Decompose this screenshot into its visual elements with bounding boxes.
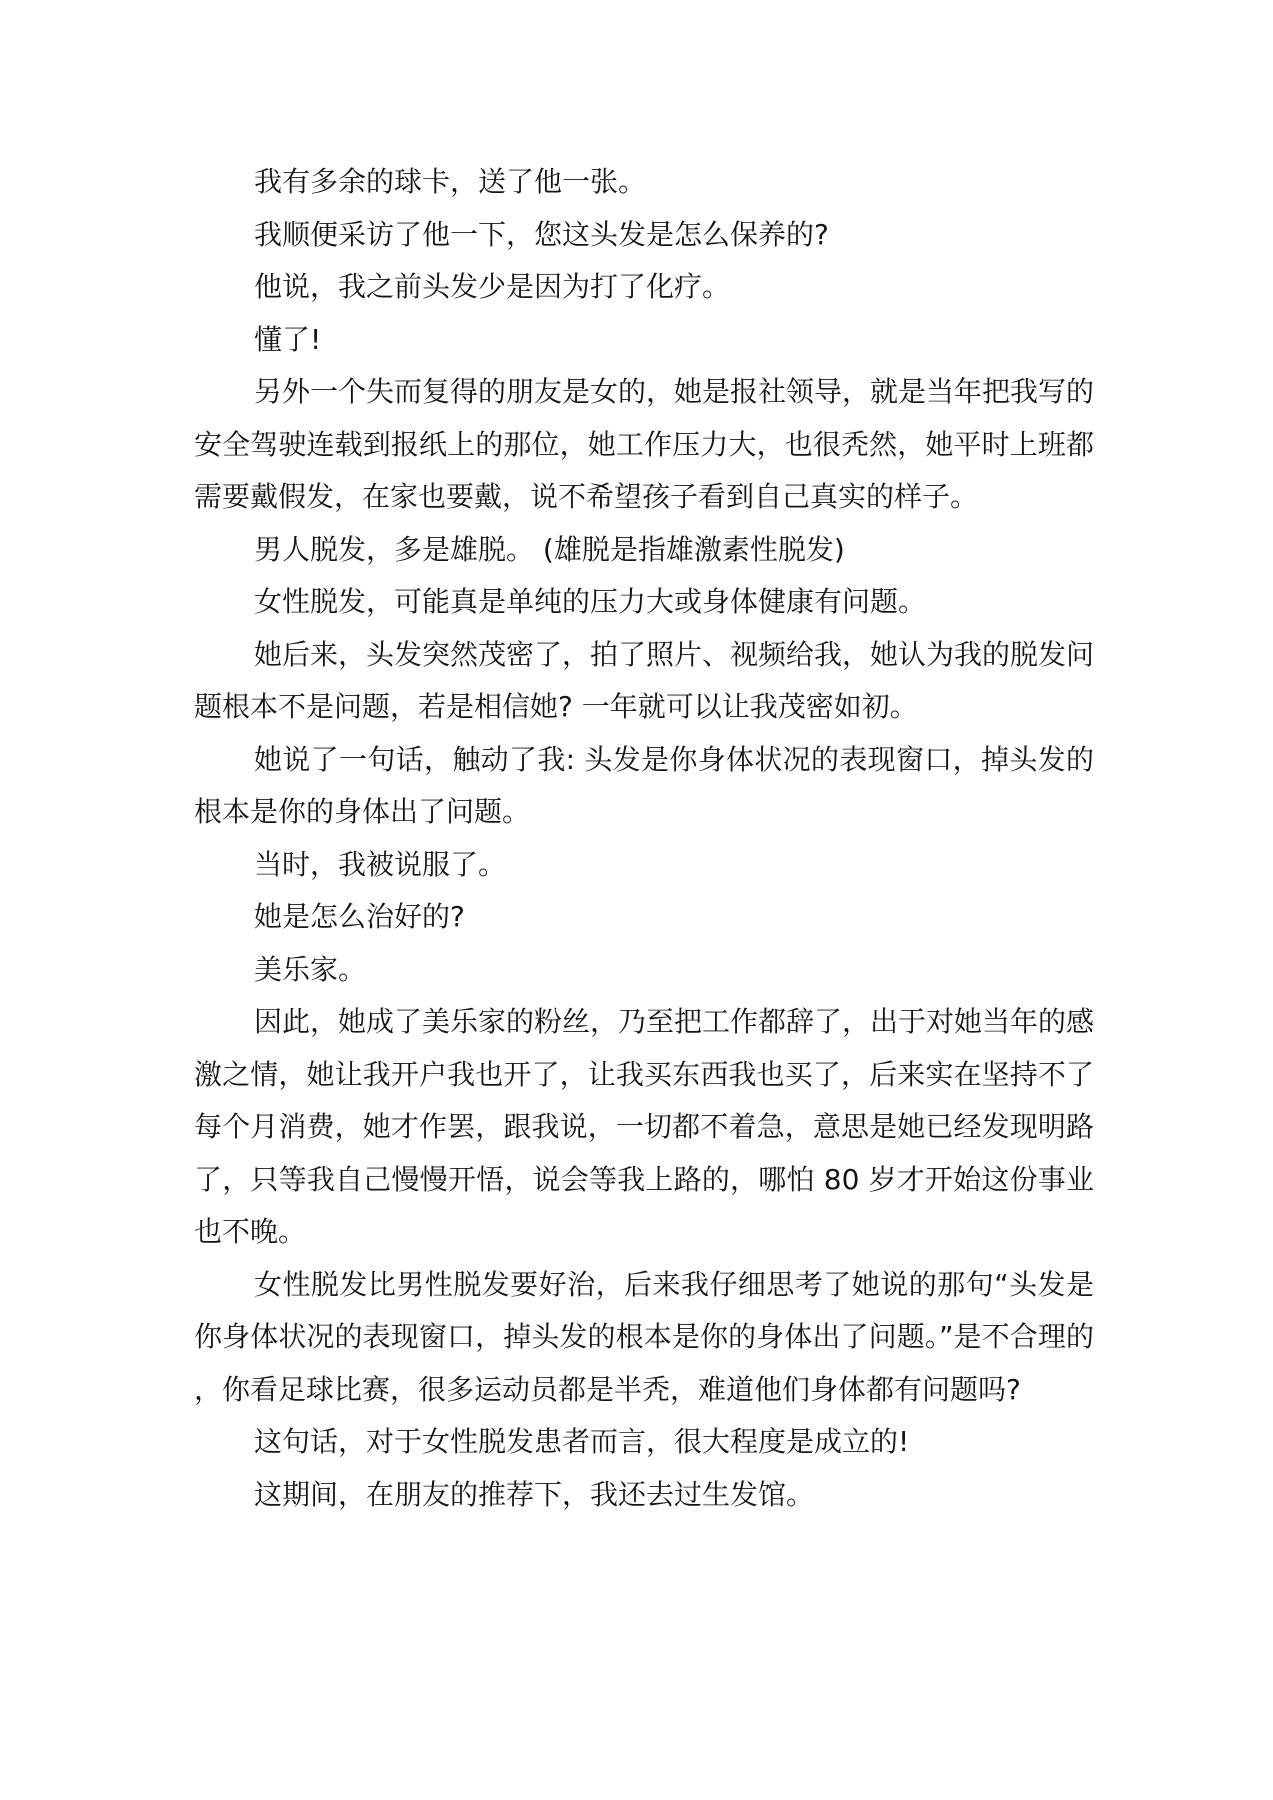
paragraph: 当时，我被说服了。 bbox=[254, 847, 507, 881]
paragraph: 我顺便采访了他一下，您这头发是怎么保养的? bbox=[254, 217, 829, 251]
paragraph: 她说了一句话，触动了我: 头发是你身体状况的表现窗口，掉头发的根本是你的身体出了问题。 bbox=[194, 742, 1094, 828]
paragraph: 女性脱发，可能真是单纯的压力大或身体健康有问题。 bbox=[254, 585, 927, 618]
paragraph: 这期间，在朋友的推荐下，我还去过生发馆。 bbox=[254, 1477, 815, 1511]
paragraph: 女性脱发比男性脱发要好治，后来我仔细思考了她说的那句“头发是你身体状况的表现窗口，掉头发的根本是你的身体出了问题。”是不合理的，你看足球比赛，很多运动员都是半秃，难道他们身体都有问题吗? bbox=[194, 1267, 1094, 1406]
paragraph: 因此，她成了美乐家的粉丝，乃至把工作都辞了，出于对她当年的感激之情，她让我开户我也开了，让我买东西我也买了，后来实在坚持不了每个月消费，她才作罢，跟我说，一切都不着急，意思是她已经发现明路了，只等我自己慢慢开悟，说会等我上路的，哪怕 80 岁才开始这份事业也不晚。 bbox=[194, 1005, 1095, 1248]
paragraph: 懂了! bbox=[254, 322, 322, 356]
paragraph: 这句话，对于女性脱发患者而言，很大程度是成立的! bbox=[254, 1425, 910, 1458]
paragraph: 我有多余的球卡，送了他一张。 bbox=[254, 165, 647, 198]
paragraph: 他说，我之前头发少是因为打了化疗。 bbox=[254, 270, 731, 303]
document-body bbox=[194, 156, 1094, 1521]
paragraph: 她后来，头发突然茂密了，拍了照片、视频给我，她认为我的脱发问题根本不是问题，若是相信她? 一年就可以让我茂密如初。 bbox=[194, 637, 1095, 723]
paragraph: 她是怎么治好的? bbox=[254, 900, 465, 933]
paragraph: 另外一个失而复得的朋友是女的，她是报社领导，就是当年把我写的安全驾驶连载到报纸上的那位，她工作压力大，也很秃然，她平时上班都需要戴假发，在家也要戴，说不希望孩子看到自己真实的样子。 bbox=[194, 375, 1095, 513]
paragraph: 男人脱发，多是雄脱。 (雄脱是指雄激素性脱发) bbox=[254, 532, 845, 566]
paragraph: 美乐家。 bbox=[254, 952, 367, 986]
